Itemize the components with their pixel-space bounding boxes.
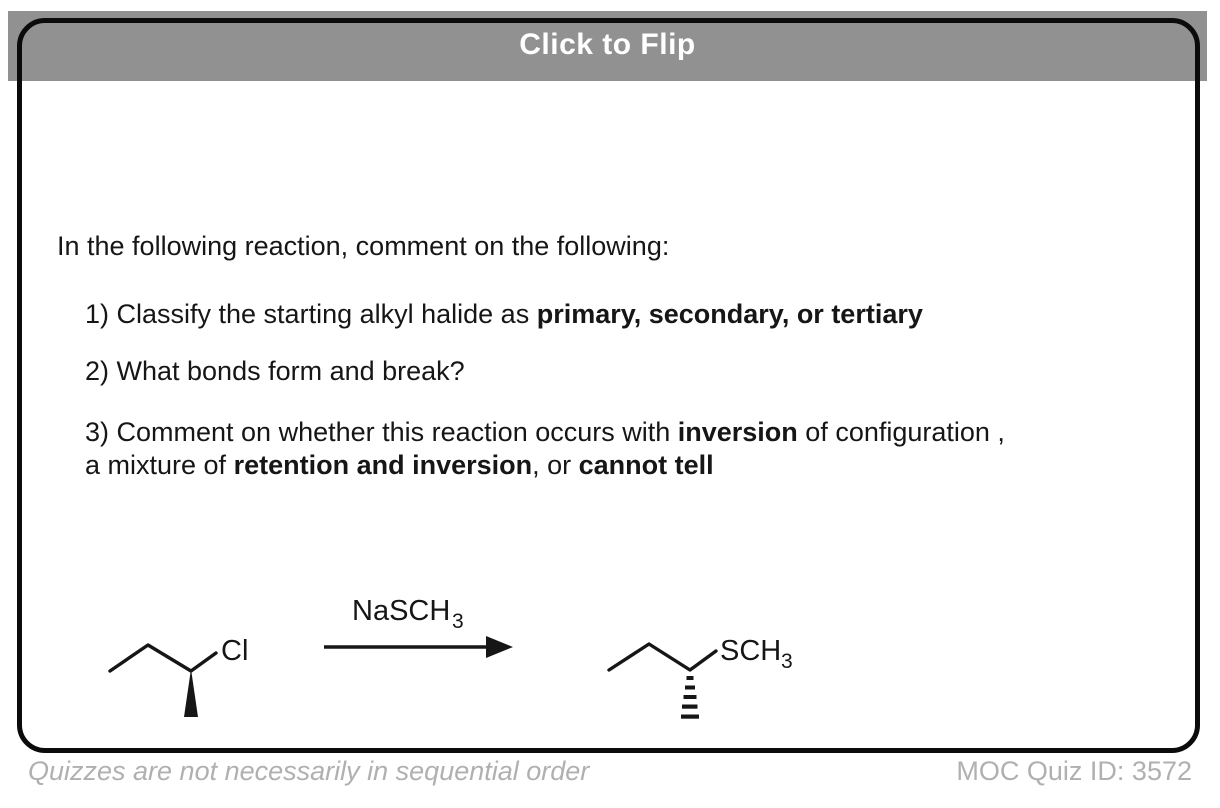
flip-title: Click to Flip: [519, 28, 696, 61]
reagent-main-text: NaSCH: [352, 595, 451, 627]
chlorine-label: Cl: [221, 635, 249, 667]
text-segment: , or: [532, 450, 579, 480]
quiz-id-label: MOC Quiz ID: 3572: [956, 756, 1192, 786]
footer-note: Quizzes are not necessarily in sequential order: [28, 756, 590, 786]
question-item-2: [85, 355, 465, 388]
question-intro: [57, 230, 669, 263]
text-segment-bold: primary, secondary, or tertiary: [536, 299, 923, 329]
thioether-label: SCH: [720, 635, 782, 667]
text-segment: 2) What bonds form and break?: [85, 356, 465, 386]
text-segment: of configuration ,: [797, 417, 1005, 447]
text-segment: In the following reaction, comment on the following:: [57, 231, 670, 261]
text-segment-bold: cannot tell: [578, 450, 714, 480]
text-segment-bold: retention and inversion: [233, 450, 533, 480]
question-item-3-line-1: [85, 416, 1005, 449]
question-item-3: [85, 416, 1005, 482]
question-item-3-line-2: [85, 449, 1005, 482]
text-segment-bold: inversion: [677, 417, 798, 447]
reagent-subscript: 3: [452, 610, 464, 633]
question-item-1: [85, 298, 923, 331]
text-segment: 1) Classify the starting alkyl halide as: [85, 299, 537, 329]
text-segment: 3) Comment on whether this reaction occurs with: [85, 417, 678, 447]
thioether-subscript: 3: [781, 650, 793, 673]
text-segment: a mixture of: [85, 450, 234, 480]
